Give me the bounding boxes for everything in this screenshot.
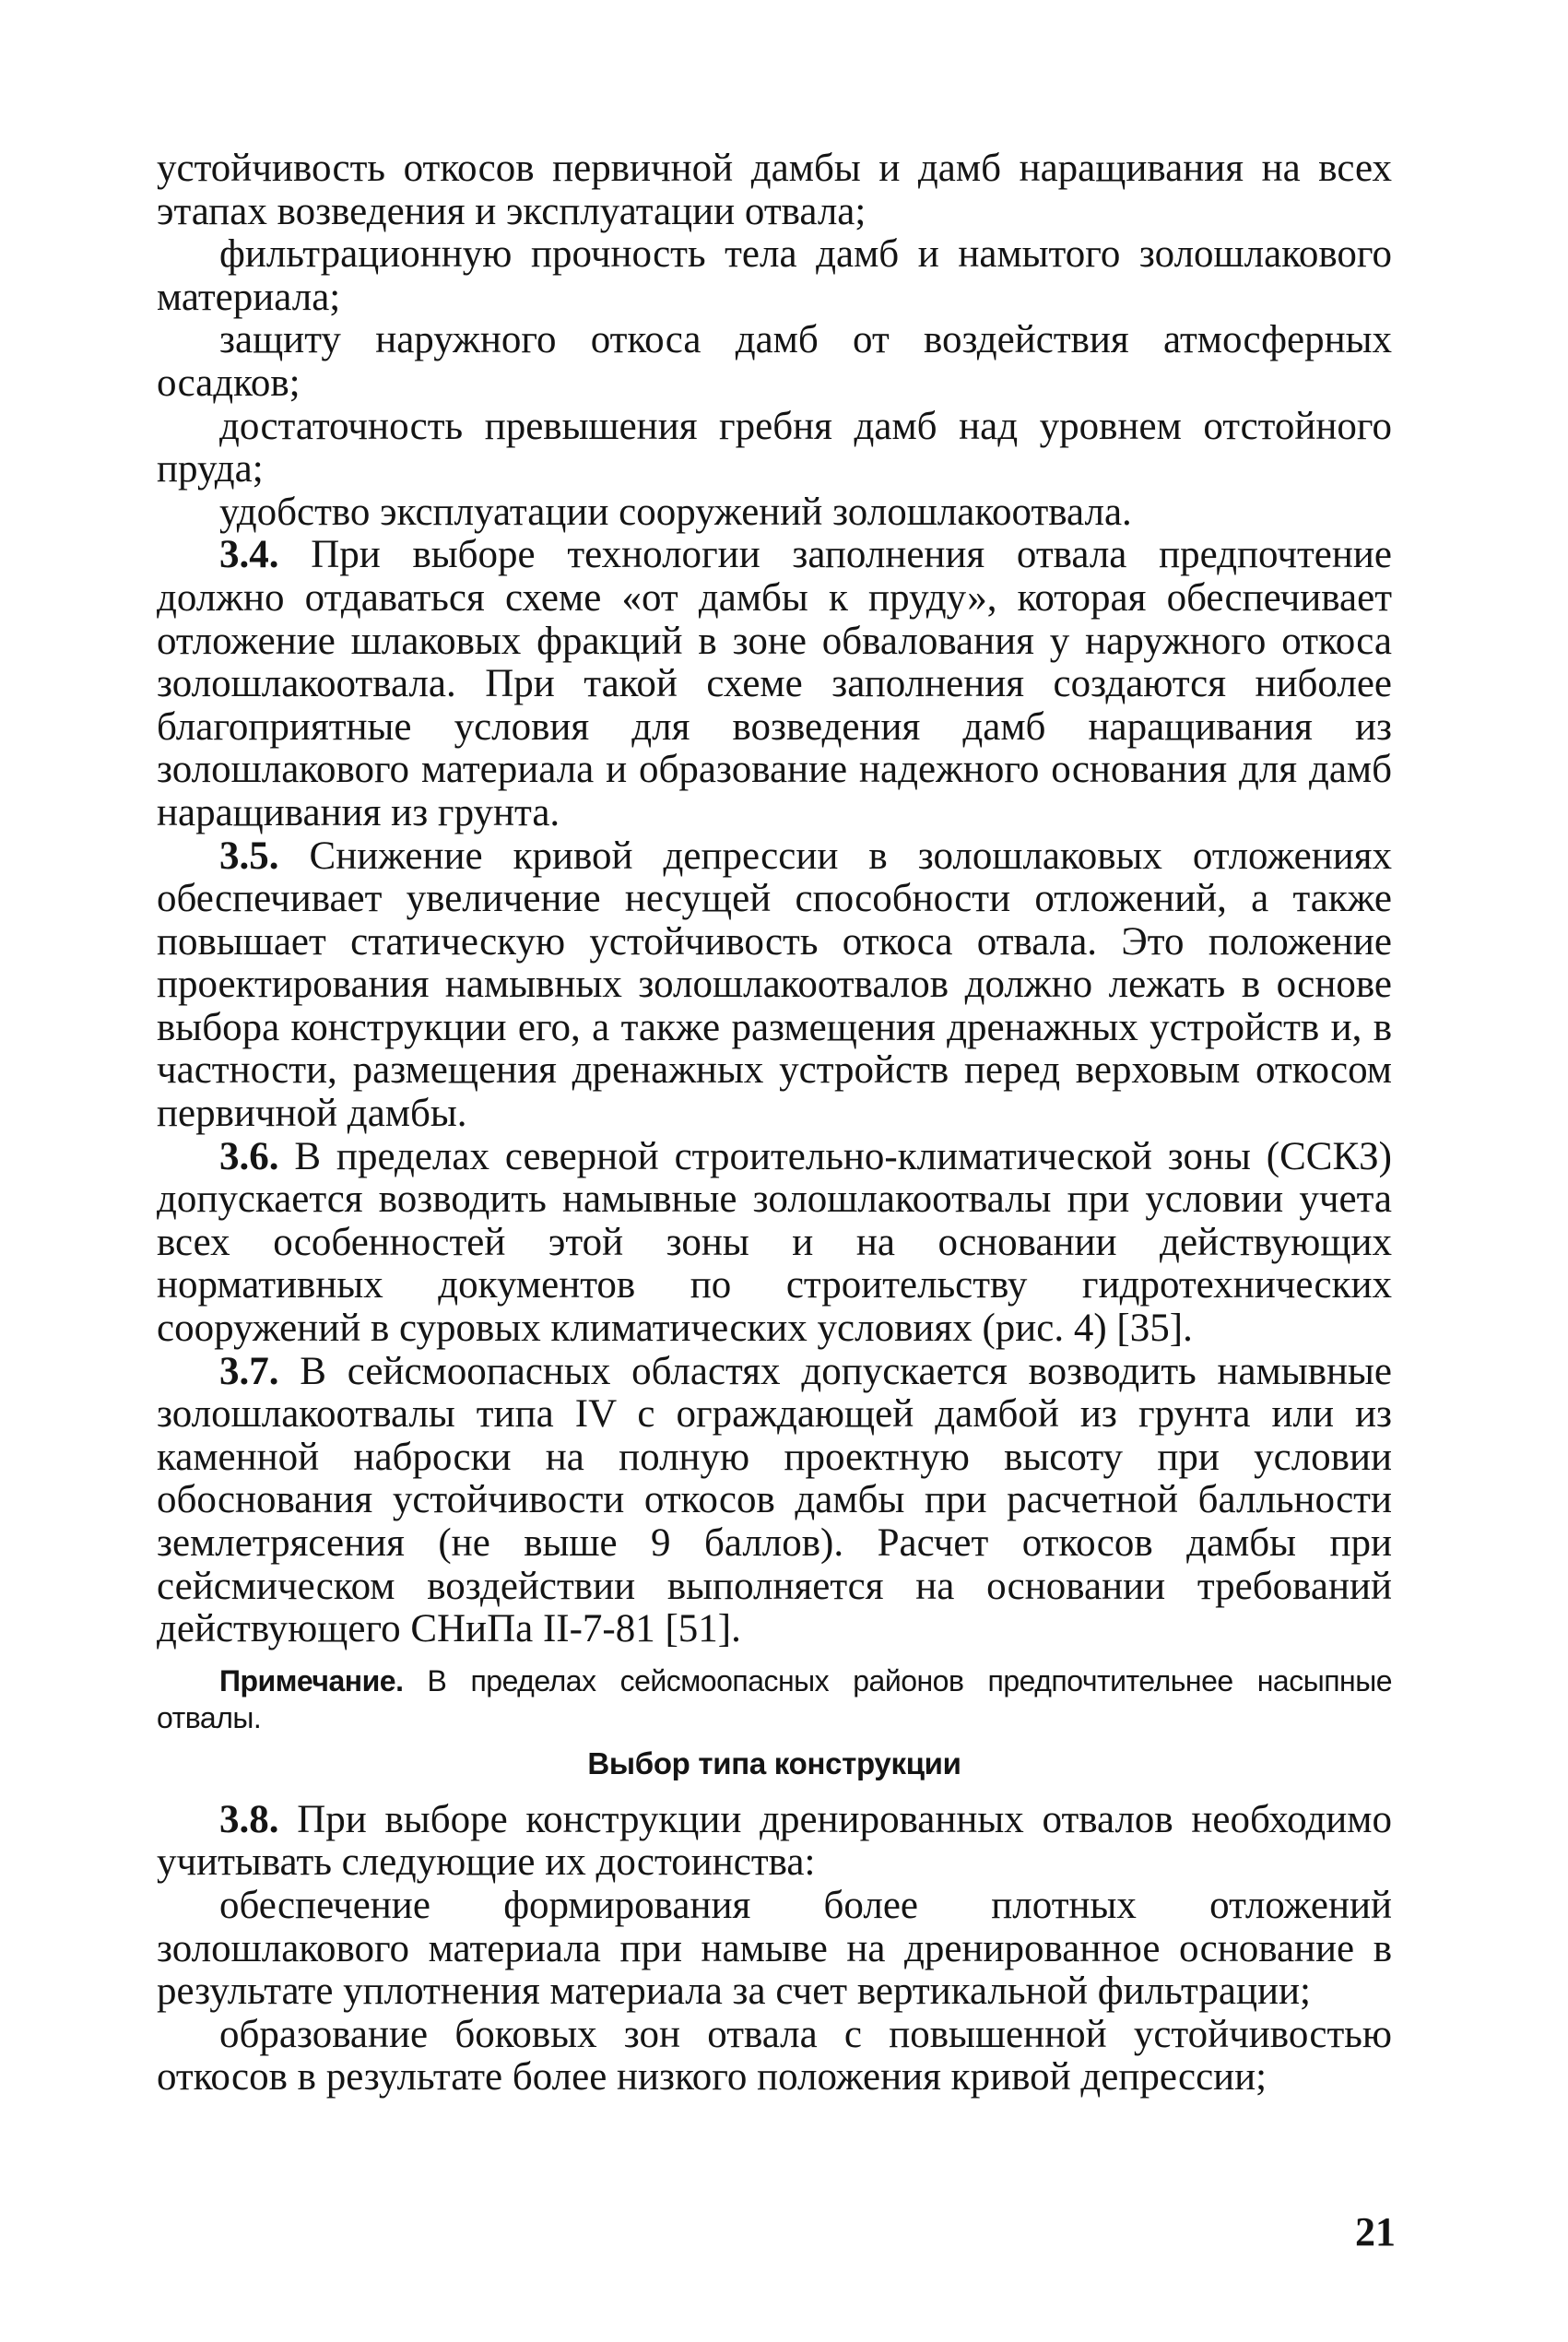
paragraph [157,1799,1392,1885]
paragraph-text: В сейсмоопасных областях допускается возводить намывные золошлакоотвалы типа IV с ограждающей дамбой из грунта или из каменной наброски на полную проектную высоту при условии обоснования устойчивости откосов дамбы при расчетной балльности землетрясения (не выше 9 баллов). Расчет откосов дамбы при сейсмическом воздействии выполняется на основании требований действующего СНиПа II-7-81 [51]. [157,1349,1392,1651]
paragraph [157,1885,1392,2014]
paragraph-text: При выборе технологии заполнения отвала предпочтение должно отдаваться схеме «от дамбы к пруду», которая обеспечивает отложение шлаковых фракций в зоне обвалования у наружного откоса золошлакоотвала. При такой схеме заполнения создаются ниболее благоприятные условия для возведения дамб наращивания из золошлакового материала и образование надежного основания для дамб наращивания из грунта. [157,533,1392,834]
paragraph-text: устойчивость откосов первичной дамбы и дамб наращивания на всех этапах возведения и эксплуатации отвала; [157,147,1392,233]
paragraphs-top [157,148,1392,1651]
paragraph-text: обеспечение формирования более плотных отложений золошлакового материала при намыве на дренированное основание в результате уплотнения материала за счет вертикальной фильтрации; [157,1883,1392,2014]
paragraph-text: удобство эксплуатации сооружений золошлакоотвала. [219,490,1132,534]
note [157,1662,1392,1736]
clause-number: 3.7. [219,1349,279,1393]
paragraph [157,233,1392,319]
paragraph-text: образование боковых зон отвала с повышенной устойчивостью откосов в результате более низкого положения кривой депрессии; [157,2012,1392,2100]
clause-number: 3.5. [219,834,279,878]
paragraph [157,319,1392,405]
paragraph-text: фильтрационную прочность тела дамб и намытого золошлакового материала; [157,232,1392,319]
paragraph [157,1136,1392,1351]
paragraph [157,534,1392,834]
note-text: В пределах сейсмоопасных районов предпочтительнее насыпные отвалы. [157,1663,1393,1734]
paragraph [157,1351,1392,1651]
page-number: 21 [1355,2209,1396,2254]
paragraph-text: достаточность превышения гребня дамб над уровнем отстойного пруда; [157,404,1392,491]
clause-number: 3.6. [219,1134,279,1178]
paragraph-text: Снижение кривой депрессии в золошлаковых отложениях обеспечивает увеличение несущей способности отложений, а также повышает статическую устойчивость откоса отвала. Это положение проектирования намывных золошлакоотвалов должно лежать в основе выбора конструкции его, а также размещения дренажных устройств и, в частности, размещения дренажных устройств перед верховым откосом первичной дамбы. [157,834,1392,1136]
paragraph-text: При выборе конструкции дренированных отвалов необходимо учитывать следующие их достоинства: [157,1797,1392,1885]
paragraph [157,406,1392,491]
clause-number: 3.4. [219,533,279,577]
paragraph-text: защиту наружного откоса дамб от воздействия атмосферных осадков; [157,318,1392,405]
note-label: Примечание. [219,1663,404,1697]
paragraph-text: В пределах северной строительно-климатической зоны (ССКЗ) допускается возводить намывные золошлакоотвалы при условии учета всех особенностей этой зоны и на основании действующих нормативных документов по строительству гидротехнических сооружений в суровых климатических условиях (рис. 4) [35]. [157,1134,1393,1351]
paragraph [157,835,1392,1136]
section-heading: Выбор типа конструкции [587,1745,961,1780]
paragraphs-bottom [157,1799,1392,2100]
body-text [157,148,1392,2100]
paragraph [157,2014,1392,2100]
paragraph [157,491,1392,535]
clause-number: 3.8. [219,1797,279,1841]
paragraph [157,148,1392,233]
